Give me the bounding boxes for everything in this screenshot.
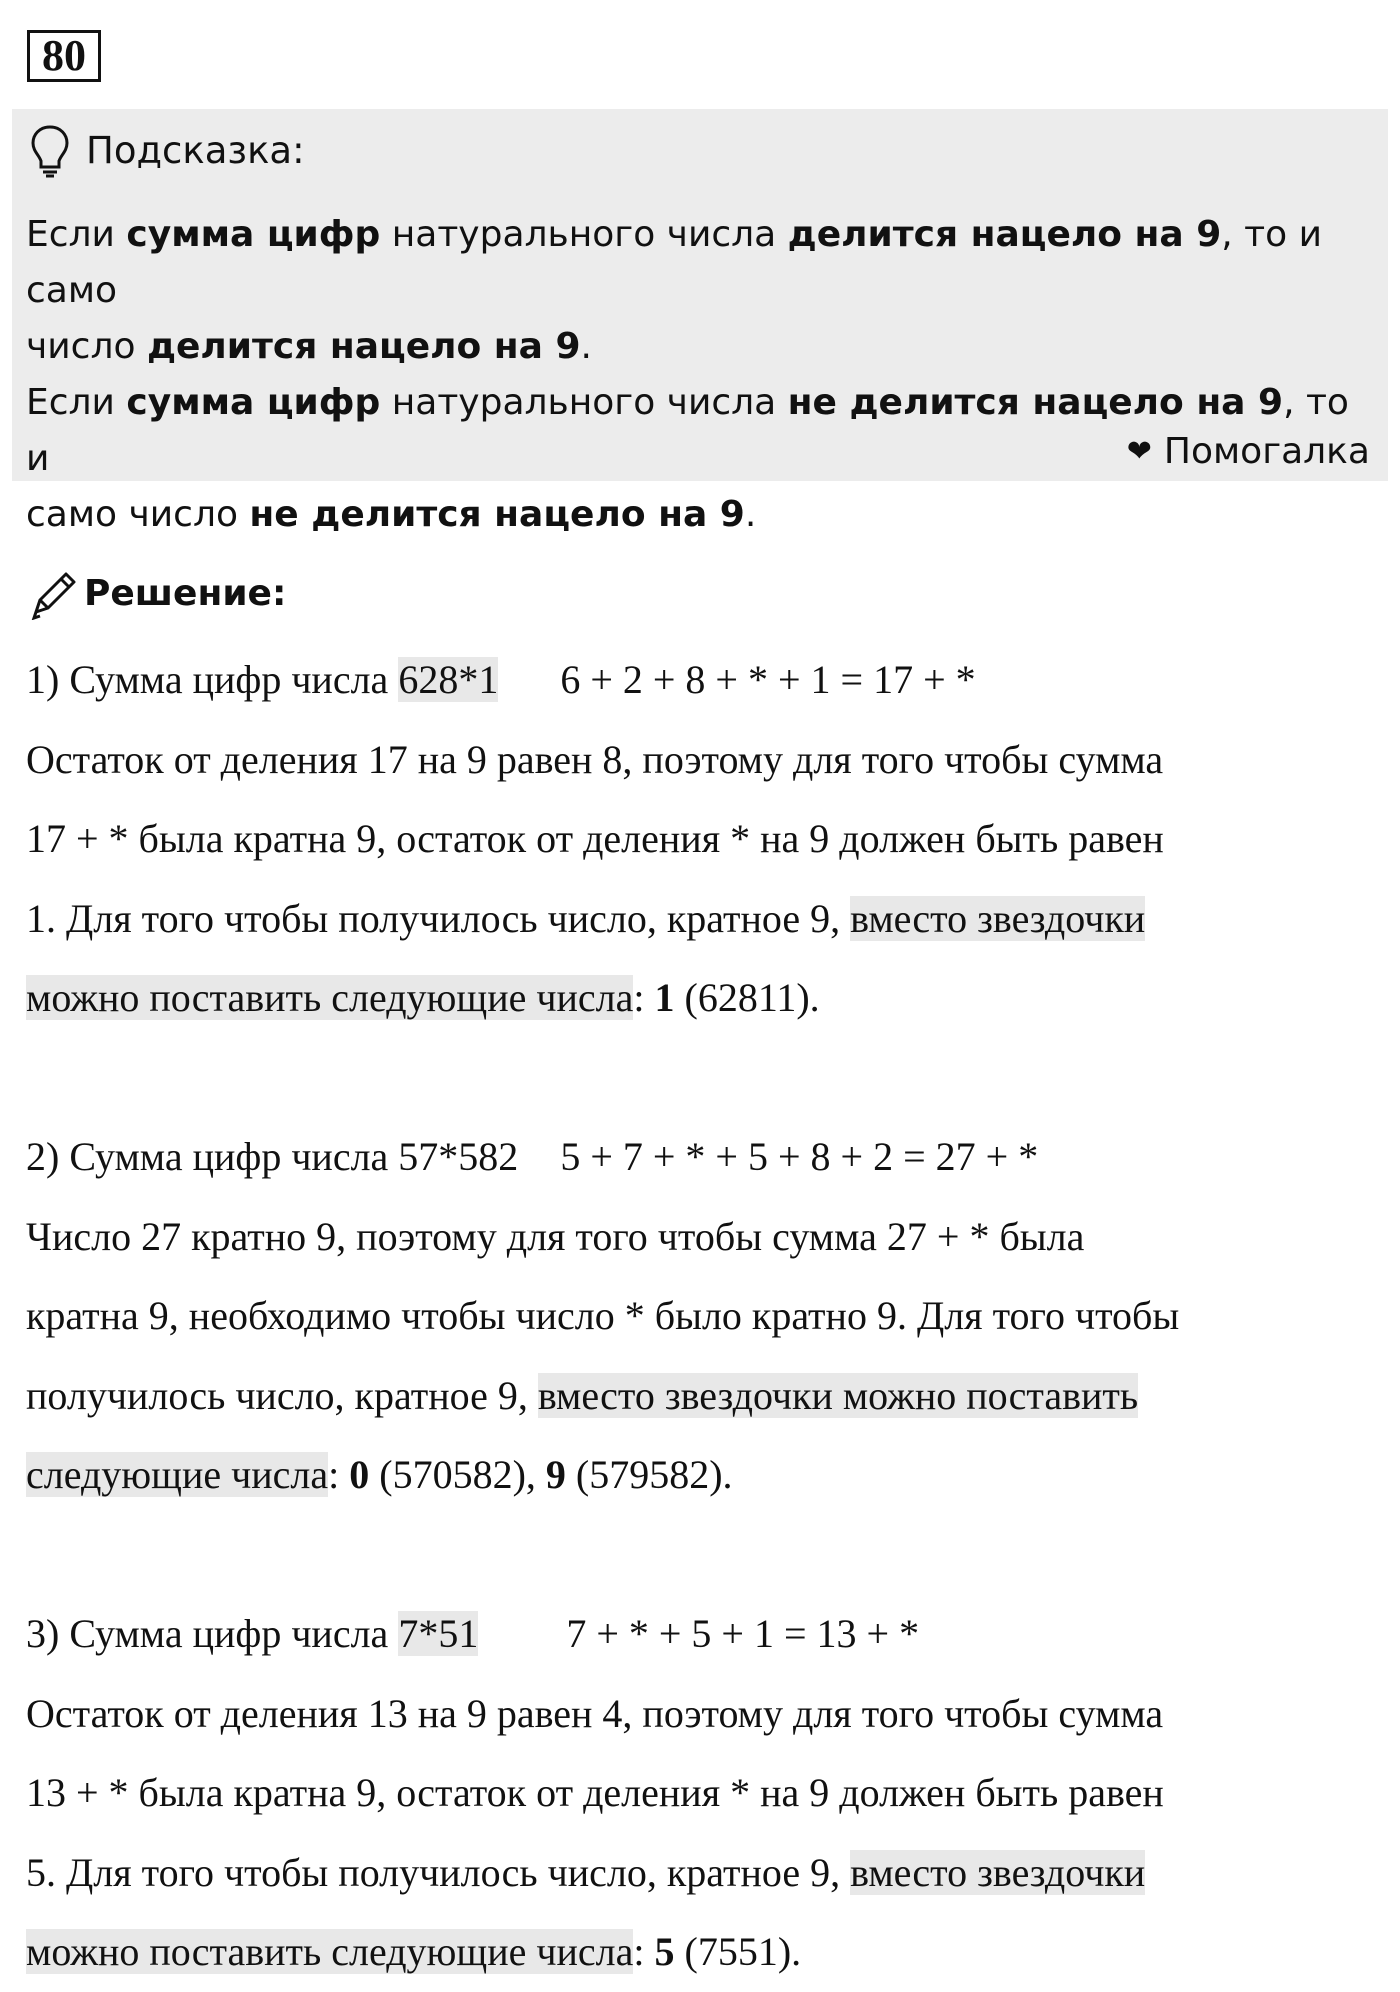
solution-line: 3) Сумма цифр числа 7*51 7 + * + 5 + 1 = 13 + * bbox=[26, 1611, 920, 1656]
solution-line: получилось число, кратное 9, вместо звездочки можно поставить bbox=[26, 1372, 1139, 1418]
hint-line: само число не делится нацело на 9. bbox=[26, 494, 757, 535]
solution-line: 5. Для того чтобы получилось число, кратное 9, вместо звездочки bbox=[26, 1849, 1146, 1895]
solution-line: Остаток от деления 13 на 9 равен 4, поэтому для того чтобы сумма bbox=[26, 1690, 1164, 1736]
highlighted-number: 7*51 bbox=[398, 1611, 479, 1656]
solution-line: Число 27 кратно 9, поэтому для того чтобы сумма 27 + * была bbox=[26, 1213, 1085, 1259]
answer: 0 bbox=[349, 1452, 370, 1497]
solution-title: Решение: bbox=[84, 573, 287, 614]
hint-text bbox=[26, 207, 1376, 543]
lightbulb-icon bbox=[30, 123, 70, 179]
pencil-icon bbox=[28, 568, 78, 620]
solution-line: можно поставить следующие числа: 5 (7551). bbox=[26, 1929, 802, 1974]
hint-box bbox=[12, 109, 1388, 535]
solution-line: 17 + * была кратна 9, остаток от деления * на 9 должен быть равен bbox=[26, 816, 1164, 861]
solution-line: кратна 9, необходимо чтобы число * было кратно 9. Для того чтобы bbox=[26, 1293, 1180, 1338]
solution-text bbox=[26, 640, 1376, 1992]
solution-line: 2) Сумма цифр числа 57*582 5 + 7 + * + 5 + 8 + 2 = 27 + * bbox=[26, 1134, 1039, 1179]
solution-line: 13 + * была кратна 9, остаток от деления * на 9 должен быть равен bbox=[26, 1770, 1164, 1815]
answer: 9 bbox=[545, 1452, 566, 1497]
hint-title: Подсказка: bbox=[86, 129, 305, 172]
credit bbox=[1127, 427, 1370, 477]
solution-line: 1) Сумма цифр числа 628*1 6 + 2 + 8 + * + 1 = 17 + * bbox=[26, 657, 976, 702]
highlighted-number: 628*1 bbox=[398, 657, 499, 702]
heart-icon: ❤ bbox=[1126, 434, 1152, 469]
solution-line: Остаток от деления 17 на 9 равен 8, поэтому для того чтобы сумма bbox=[26, 736, 1164, 782]
answer: 1 bbox=[654, 975, 675, 1020]
solution-line: следующие числа: 0 (570582), 9 (579582). bbox=[26, 1452, 733, 1497]
solution-line: 1. Для того чтобы получилось число, кратное 9, вместо звездочки bbox=[26, 895, 1146, 941]
hint-line: Если сумма цифр натурального числа делится нацело на 9, то и само bbox=[26, 214, 1322, 311]
credit-label: Помогалка bbox=[1163, 431, 1370, 472]
hint-line: Если сумма цифр натурального числа не делится нацело на 9, то и bbox=[26, 382, 1349, 479]
hint-line: число делится нацело на 9. bbox=[26, 326, 592, 367]
task-number: 80 bbox=[27, 30, 101, 82]
solution-line: можно поставить следующие числа: 1 (62811). bbox=[26, 975, 820, 1020]
answer: 5 bbox=[654, 1929, 675, 1974]
